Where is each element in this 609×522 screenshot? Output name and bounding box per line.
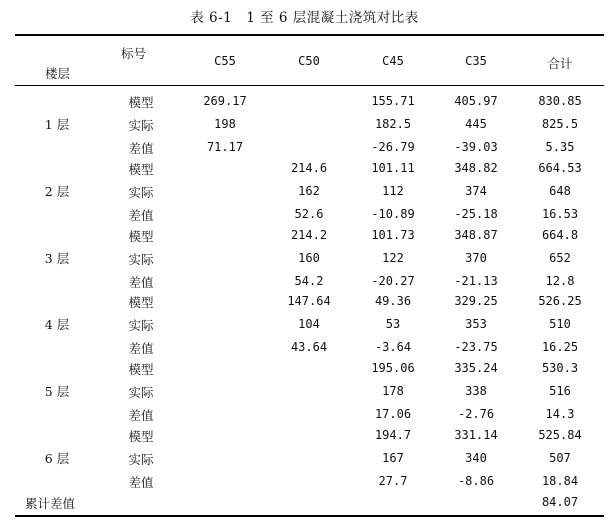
column-header: C55 [214, 54, 236, 68]
row-type-label: 差值 [128, 141, 154, 156]
table-cell: 198 [214, 117, 236, 131]
table-cell: -23.75 [454, 340, 498, 354]
table-cell: 329.25 [454, 294, 498, 308]
table-cell: -10.89 [371, 207, 415, 221]
table-cell: 348.87 [454, 228, 498, 242]
table-cell: 49.36 [374, 294, 412, 308]
row-type-label: 模型 [128, 295, 154, 310]
table-cell: 14.3 [545, 407, 575, 421]
table-cell: 338 [465, 384, 487, 398]
table-cell: 147.64 [287, 294, 331, 308]
table-cell: 16.53 [541, 207, 579, 221]
cumulative-label: 累计差值 [25, 496, 76, 511]
row-type-label: 模型 [128, 362, 154, 377]
table-cell: 214.2 [290, 228, 328, 242]
table-cell: 53 [385, 317, 401, 331]
table-cell: 178 [382, 384, 404, 398]
table-cell: -2.76 [457, 407, 495, 421]
row-type-label: 实际 [128, 318, 154, 333]
column-header: 合计 [547, 56, 573, 71]
table-cell: 214.6 [290, 161, 328, 175]
table-cell: 182.5 [374, 117, 412, 131]
table-cell: -8.86 [457, 474, 495, 488]
row-type-label: 差值 [128, 475, 154, 490]
row-type-label: 模型 [128, 162, 154, 177]
table-cell: 122 [382, 251, 404, 265]
table-cell: -39.03 [454, 140, 498, 154]
row-type-label: 差值 [128, 275, 154, 290]
bottom-rule [15, 515, 604, 517]
floor-label: 3 层 [44, 251, 70, 266]
table-cell: 652 [549, 251, 571, 265]
table-cell: 54.2 [294, 274, 324, 288]
table-cell: 52.6 [294, 207, 324, 221]
table-cell: 525.84 [538, 428, 582, 442]
table-cell: 530.3 [541, 361, 579, 375]
row-type-label: 模型 [128, 229, 154, 244]
table-cell: 374 [465, 184, 487, 198]
table-cell: 27.7 [378, 474, 408, 488]
table-cell: 101.73 [371, 228, 415, 242]
table-cell: 348.82 [454, 161, 498, 175]
table-cell: 43.64 [290, 340, 328, 354]
header-diag-top: 标号 [121, 46, 147, 61]
cumulative-value: 84.07 [541, 495, 579, 509]
table-cell: 12.8 [545, 274, 575, 288]
table-cell: 162 [298, 184, 320, 198]
table-cell: 510 [549, 317, 571, 331]
column-header: C35 [465, 54, 487, 68]
table-cell: 155.71 [371, 94, 415, 108]
table-cell: -26.79 [371, 140, 415, 154]
row-type-label: 模型 [128, 95, 154, 110]
row-type-label: 差值 [128, 341, 154, 356]
table-title: 表 6-1 1 至 6 层混凝土浇筑对比表 [190, 10, 419, 26]
row-type-label: 差值 [128, 208, 154, 223]
table-cell: 101.11 [371, 161, 415, 175]
top-rule [15, 34, 604, 36]
table-cell: -25.18 [454, 207, 498, 221]
table-cell: 370 [465, 251, 487, 265]
table-cell: 664.8 [541, 228, 579, 242]
table-cell: 194.7 [374, 428, 412, 442]
table-cell: 507 [549, 451, 571, 465]
table-cell: 340 [465, 451, 487, 465]
table-cell: 18.84 [541, 474, 579, 488]
table-cell: 405.97 [454, 94, 498, 108]
table-cell: 71.17 [206, 140, 244, 154]
floor-label: 5 层 [44, 384, 70, 399]
row-type-label: 实际 [128, 185, 154, 200]
row-type-label: 实际 [128, 385, 154, 400]
header-diag-bottom: 楼层 [45, 66, 71, 81]
floor-label: 6 层 [44, 451, 70, 466]
table-cell: 160 [298, 251, 320, 265]
header-rule [15, 85, 604, 86]
table-cell: 353 [465, 317, 487, 331]
table-cell: 825.5 [541, 117, 579, 131]
table-cell: 104 [298, 317, 320, 331]
row-type-label: 实际 [128, 252, 154, 267]
table-cell: 5.35 [545, 140, 575, 154]
column-header: C45 [382, 54, 404, 68]
table-cell: 16.25 [541, 340, 579, 354]
table-cell: 526.25 [538, 294, 582, 308]
table-cell: 195.06 [371, 361, 415, 375]
table-cell: 331.14 [454, 428, 498, 442]
column-header: C50 [298, 54, 320, 68]
row-type-label: 实际 [128, 452, 154, 467]
row-type-label: 实际 [128, 118, 154, 133]
table-cell: 167 [382, 451, 404, 465]
floor-label: 2 层 [44, 184, 70, 199]
table-cell: 516 [549, 384, 571, 398]
floor-label: 1 层 [44, 117, 70, 132]
table-cell: 269.17 [203, 94, 247, 108]
table-cell: 112 [382, 184, 404, 198]
table-cell: 648 [549, 184, 571, 198]
floor-label: 4 层 [44, 317, 70, 332]
row-type-label: 模型 [128, 429, 154, 444]
row-type-label: 差值 [128, 408, 154, 423]
table-cell: 445 [465, 117, 487, 131]
table-cell: 664.53 [538, 161, 582, 175]
table-cell: -20.27 [371, 274, 415, 288]
table-cell: 17.06 [374, 407, 412, 421]
table-cell: 830.85 [538, 94, 582, 108]
table-cell: 335.24 [454, 361, 498, 375]
table-cell: -3.64 [374, 340, 412, 354]
table-cell: -21.13 [454, 274, 498, 288]
